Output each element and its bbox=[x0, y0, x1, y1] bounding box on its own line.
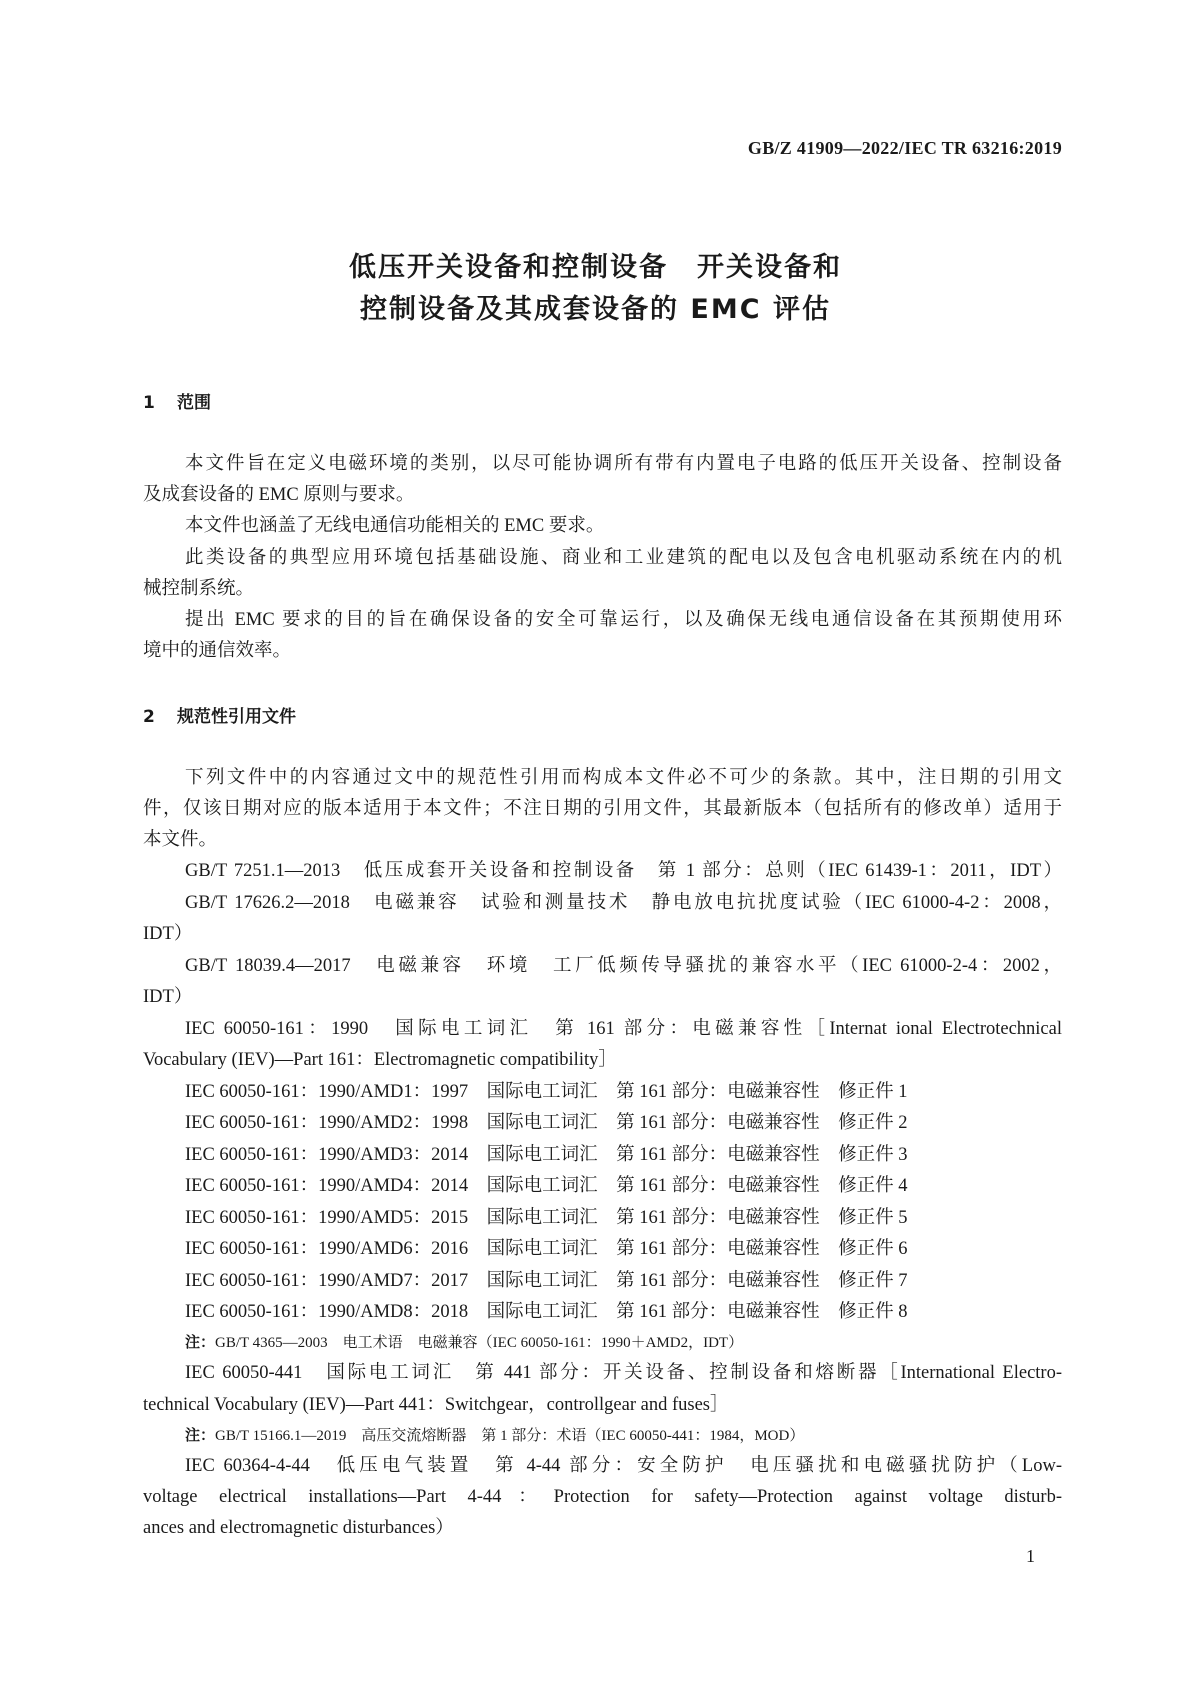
line-text: IEC 60050-161：1990/AMD7：2017 国际电工词汇 第 161 部分：电磁兼容性 修正件 7 bbox=[185, 1271, 908, 1291]
text-line bbox=[185, 1266, 1062, 1296]
line-text: IDT） bbox=[143, 924, 193, 944]
text-line bbox=[185, 1108, 1062, 1138]
document-title-line-1: 低压开关设备和控制设备 开关设备和 bbox=[349, 252, 842, 283]
line-text: IEC 60050-161：1990/AMD5：2015 国际电工词汇 第 161 部分：电磁兼容性 修正件 5 bbox=[185, 1208, 908, 1228]
section-title: 范围 bbox=[177, 393, 211, 413]
text-line bbox=[143, 1513, 1062, 1543]
text-line bbox=[143, 574, 1062, 604]
page-number: 1 bbox=[1026, 1546, 1035, 1566]
note-label: 注： bbox=[185, 1335, 216, 1351]
text-line bbox=[143, 1045, 1062, 1075]
line-text: GB/T 15166.1—2019 高压交流熔断器 第 1 部分：术语（IEC 60050-441：1984，MOD） bbox=[215, 1428, 805, 1444]
text-line bbox=[143, 636, 1062, 666]
text-line: GB/T 17626.2—2018 电磁兼容 试验和测量技术 静电放电抗扰度试验（IEC 61000-4-2：2008， bbox=[185, 893, 1062, 913]
line-text: IEC 60050-161：1990/AMD8：2018 国际电工词汇 第 161 部分：电磁兼容性 修正件 8 bbox=[185, 1302, 908, 1322]
text-line bbox=[185, 1297, 1062, 1327]
note-line bbox=[185, 1328, 1062, 1358]
text-line: GB/T 7251.1—2013 低压成套开关设备和控制设备 第 1 部分：总则（IEC 61439-1：2011，IDT） bbox=[185, 861, 1062, 881]
text-line bbox=[185, 1171, 1062, 1201]
line-text: Vocabulary (IEV)—Part 161：Electromagnetic compatibility］ bbox=[143, 1050, 617, 1070]
document-code-header: GB/Z 41909—2022/IEC TR 63216:2019 bbox=[747, 138, 1062, 158]
text-line bbox=[185, 1140, 1062, 1170]
section-heading-normative-references bbox=[143, 702, 296, 727]
text-line bbox=[143, 1390, 1062, 1420]
line-text: IEC 60050-161：1990/AMD4：2014 国际电工词汇 第 161 部分：电磁兼容性 修正件 4 bbox=[185, 1176, 908, 1196]
text-line: 此类设备的典型应用环境包括基础设施、商业和工业建筑的配电以及包含电机驱动系统在内的机 bbox=[185, 548, 1062, 568]
text-line bbox=[185, 511, 1062, 541]
document-title-line-2: 控制设备及其成套设备的 EMC 评估 bbox=[360, 294, 831, 325]
line-text: 本文件也涵盖了无线电通信功能相关的 EMC 要求。 bbox=[185, 516, 605, 536]
line-text: GB/T 4365—2003 电工术语 电磁兼容（IEC 60050-161：1990＋AMD2，IDT） bbox=[215, 1335, 744, 1351]
text-line: IEC 60050-441 国际电工词汇 第 441 部分：开关设备、控制设备和熔断器［International Electro- bbox=[185, 1363, 1062, 1383]
line-text: technical Vocabulary (IEV)—Part 441：Switchgear，controllgear and fuses］ bbox=[143, 1395, 729, 1415]
text-line bbox=[143, 480, 1062, 510]
line-text: 及成套设备的 EMC 原则与要求。 bbox=[143, 485, 415, 505]
text-line: 件，仅该日期对应的版本适用于本文件；不注日期的引用文件，其最新版本（包括所有的修改单）适用于 bbox=[143, 799, 1062, 819]
text-line: 提出 EMC 要求的目的旨在确保设备的安全可靠运行，以及确保无线电通信设备在其预期使用环 bbox=[185, 610, 1062, 630]
text-line bbox=[143, 982, 1062, 1012]
text-line bbox=[185, 1234, 1062, 1264]
text-line: IEC 60050-161：1990 国际电工词汇 第 161 部分：电磁兼容性［Internat ional Electrotechnical bbox=[185, 1019, 1062, 1039]
line-text: IEC 60050-161：1990/AMD1：1997 国际电工词汇 第 161 部分：电磁兼容性 修正件 1 bbox=[185, 1082, 908, 1102]
text-line bbox=[143, 825, 1062, 855]
section-number: 1 bbox=[143, 393, 155, 413]
text-line bbox=[185, 1203, 1062, 1233]
note-line bbox=[185, 1421, 1062, 1451]
section-number: 2 bbox=[143, 707, 155, 727]
line-text: IEC 60050-161：1990/AMD3：2014 国际电工词汇 第 161 部分：电磁兼容性 修正件 3 bbox=[185, 1145, 908, 1165]
line-text: IEC 60050-161：1990/AMD2：1998 国际电工词汇 第 161 部分：电磁兼容性 修正件 2 bbox=[185, 1113, 908, 1133]
line-text: 本文件。 bbox=[143, 830, 218, 850]
line-text: ances and electromagnetic disturbances） bbox=[143, 1518, 454, 1538]
line-text: IEC 60050-161：1990/AMD6：2016 国际电工词汇 第 161 部分：电磁兼容性 修正件 6 bbox=[185, 1239, 908, 1259]
text-line: 下列文件中的内容通过文中的规范性引用而构成本文件必不可少的条款。其中，注日期的引用文 bbox=[185, 768, 1062, 788]
line-text: IDT） bbox=[143, 987, 193, 1007]
text-line: 本文件旨在定义电磁环境的类别，以尽可能协调所有带有内置电子电路的低压开关设备、控制设备 bbox=[185, 454, 1062, 474]
section-title: 规范性引用文件 bbox=[177, 707, 296, 727]
text-line: GB/T 18039.4—2017 电磁兼容 环境 工厂低频传导骚扰的兼容水平（IEC 61000-2-4：2002， bbox=[185, 956, 1062, 976]
text-line bbox=[185, 1077, 1062, 1107]
line-text: 械控制系统。 bbox=[143, 579, 255, 599]
text-line bbox=[143, 919, 1062, 949]
text-line: voltage electrical installations—Part 4-44：Protection for safety—Protection against voltage disturb- bbox=[143, 1487, 1062, 1507]
section-heading-scope bbox=[143, 388, 211, 413]
note-label: 注： bbox=[185, 1428, 216, 1444]
line-text: 境中的通信效率。 bbox=[143, 641, 292, 661]
text-line: IEC 60364-4-44 低压电气装置 第 4-44 部分：安全防护 电压骚扰和电磁骚扰防护（Low- bbox=[185, 1456, 1062, 1476]
